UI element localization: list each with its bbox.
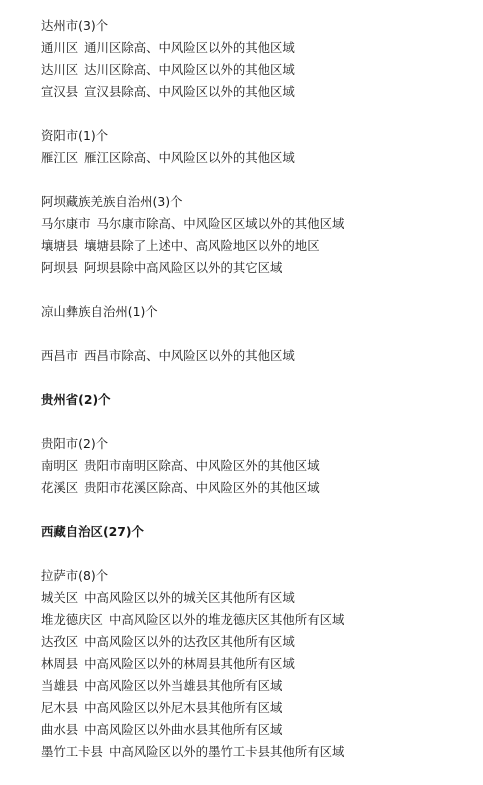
district-row xyxy=(41,634,295,650)
district-desc: 中高风险区以外尼木县其他所有区域 xyxy=(84,700,283,715)
district-name: 南明区 xyxy=(41,458,79,473)
district-name: 尼木县 xyxy=(41,700,79,715)
district-name: 雁江区 xyxy=(41,150,79,165)
district-row xyxy=(41,612,344,628)
province-heading-guizhou: 贵州省(2)个 xyxy=(41,392,111,407)
district-row xyxy=(41,238,320,254)
district-name: 通川区 xyxy=(41,40,79,55)
district-row xyxy=(41,678,282,694)
district-name: 曲水县 xyxy=(41,722,79,737)
district-desc: 宣汉县除高、中风险区以外的其他区域 xyxy=(84,84,295,99)
city-heading-guiyang: 贵阳市(2)个 xyxy=(41,436,109,451)
district-name: 林周县 xyxy=(41,656,79,671)
district-name: 西昌市 xyxy=(41,348,79,363)
district-row xyxy=(41,348,295,364)
city-heading-lasa: 拉萨市(8)个 xyxy=(41,568,109,583)
district-desc: 中高风险区以外当雄县其他所有区域 xyxy=(84,678,283,693)
district-desc: 中高风险区以外的堆龙德庆区其他所有区域 xyxy=(108,612,345,627)
city-heading-ziyang: 资阳市(1)个 xyxy=(41,128,109,143)
district-name: 壤塘县 xyxy=(41,238,79,253)
district-desc: 中高风险区以外的城关区其他所有区域 xyxy=(84,590,295,605)
district-row xyxy=(41,84,295,100)
province-heading-xizang: 西藏自治区(27)个 xyxy=(41,524,144,539)
district-name: 达川区 xyxy=(41,62,79,77)
district-name: 花溪区 xyxy=(41,480,79,495)
district-row xyxy=(41,62,295,78)
district-desc: 贵阳市南明区除高、中风险区外的其他区域 xyxy=(84,458,320,473)
district-desc: 壤塘县除了上述中、高风险地区以外的地区 xyxy=(84,238,320,253)
district-name: 达孜区 xyxy=(41,634,79,649)
district-desc: 中高风险区以外曲水县其他所有区域 xyxy=(84,722,283,737)
district-desc: 马尔康市除高、中风险区区域以外的其他区域 xyxy=(96,216,345,231)
district-row xyxy=(41,260,282,276)
district-row xyxy=(41,458,320,474)
district-name: 墨竹工卡县 xyxy=(41,744,103,759)
district-name: 城关区 xyxy=(41,590,79,605)
district-row xyxy=(41,656,295,672)
city-heading-aba: 阿坝藏族羌族自治州(3)个 xyxy=(41,194,183,209)
district-desc: 中高风险区以外的林周县其他所有区域 xyxy=(84,656,295,671)
district-desc: 雁江区除高、中风险区以外的其他区域 xyxy=(84,150,295,165)
city-heading-dazhou: 达州市(3)个 xyxy=(41,18,109,33)
district-name: 堆龙德庆区 xyxy=(41,612,103,627)
district-name: 马尔康市 xyxy=(41,216,91,231)
district-row xyxy=(41,480,320,496)
district-desc: 西昌市除高、中风险区以外的其他区域 xyxy=(84,348,295,363)
city-heading-liangshan: 凉山彝族自治州(1)个 xyxy=(41,304,158,319)
district-name: 当雄县 xyxy=(41,678,79,693)
district-name: 阿坝县 xyxy=(41,260,79,275)
district-row xyxy=(41,590,295,606)
district-row xyxy=(41,722,282,738)
district-desc: 中高风险区以外的墨竹工卡县其他所有区域 xyxy=(108,744,345,759)
district-desc: 中高风险区以外的达孜区其他所有区域 xyxy=(84,634,295,649)
district-desc: 通川区除高、中风险区以外的其他区域 xyxy=(84,40,295,55)
district-desc: 阿坝县除中高风险区以外的其它区域 xyxy=(84,260,283,275)
district-row xyxy=(41,150,295,166)
district-row xyxy=(41,744,344,760)
district-desc: 贵阳市花溪区除高、中风险区外的其他区域 xyxy=(84,480,320,495)
district-name: 宣汉县 xyxy=(41,84,79,99)
district-row xyxy=(41,40,295,56)
district-desc: 达川区除高、中风险区以外的其他区域 xyxy=(84,62,295,77)
district-row xyxy=(41,216,344,232)
district-row xyxy=(41,700,282,716)
